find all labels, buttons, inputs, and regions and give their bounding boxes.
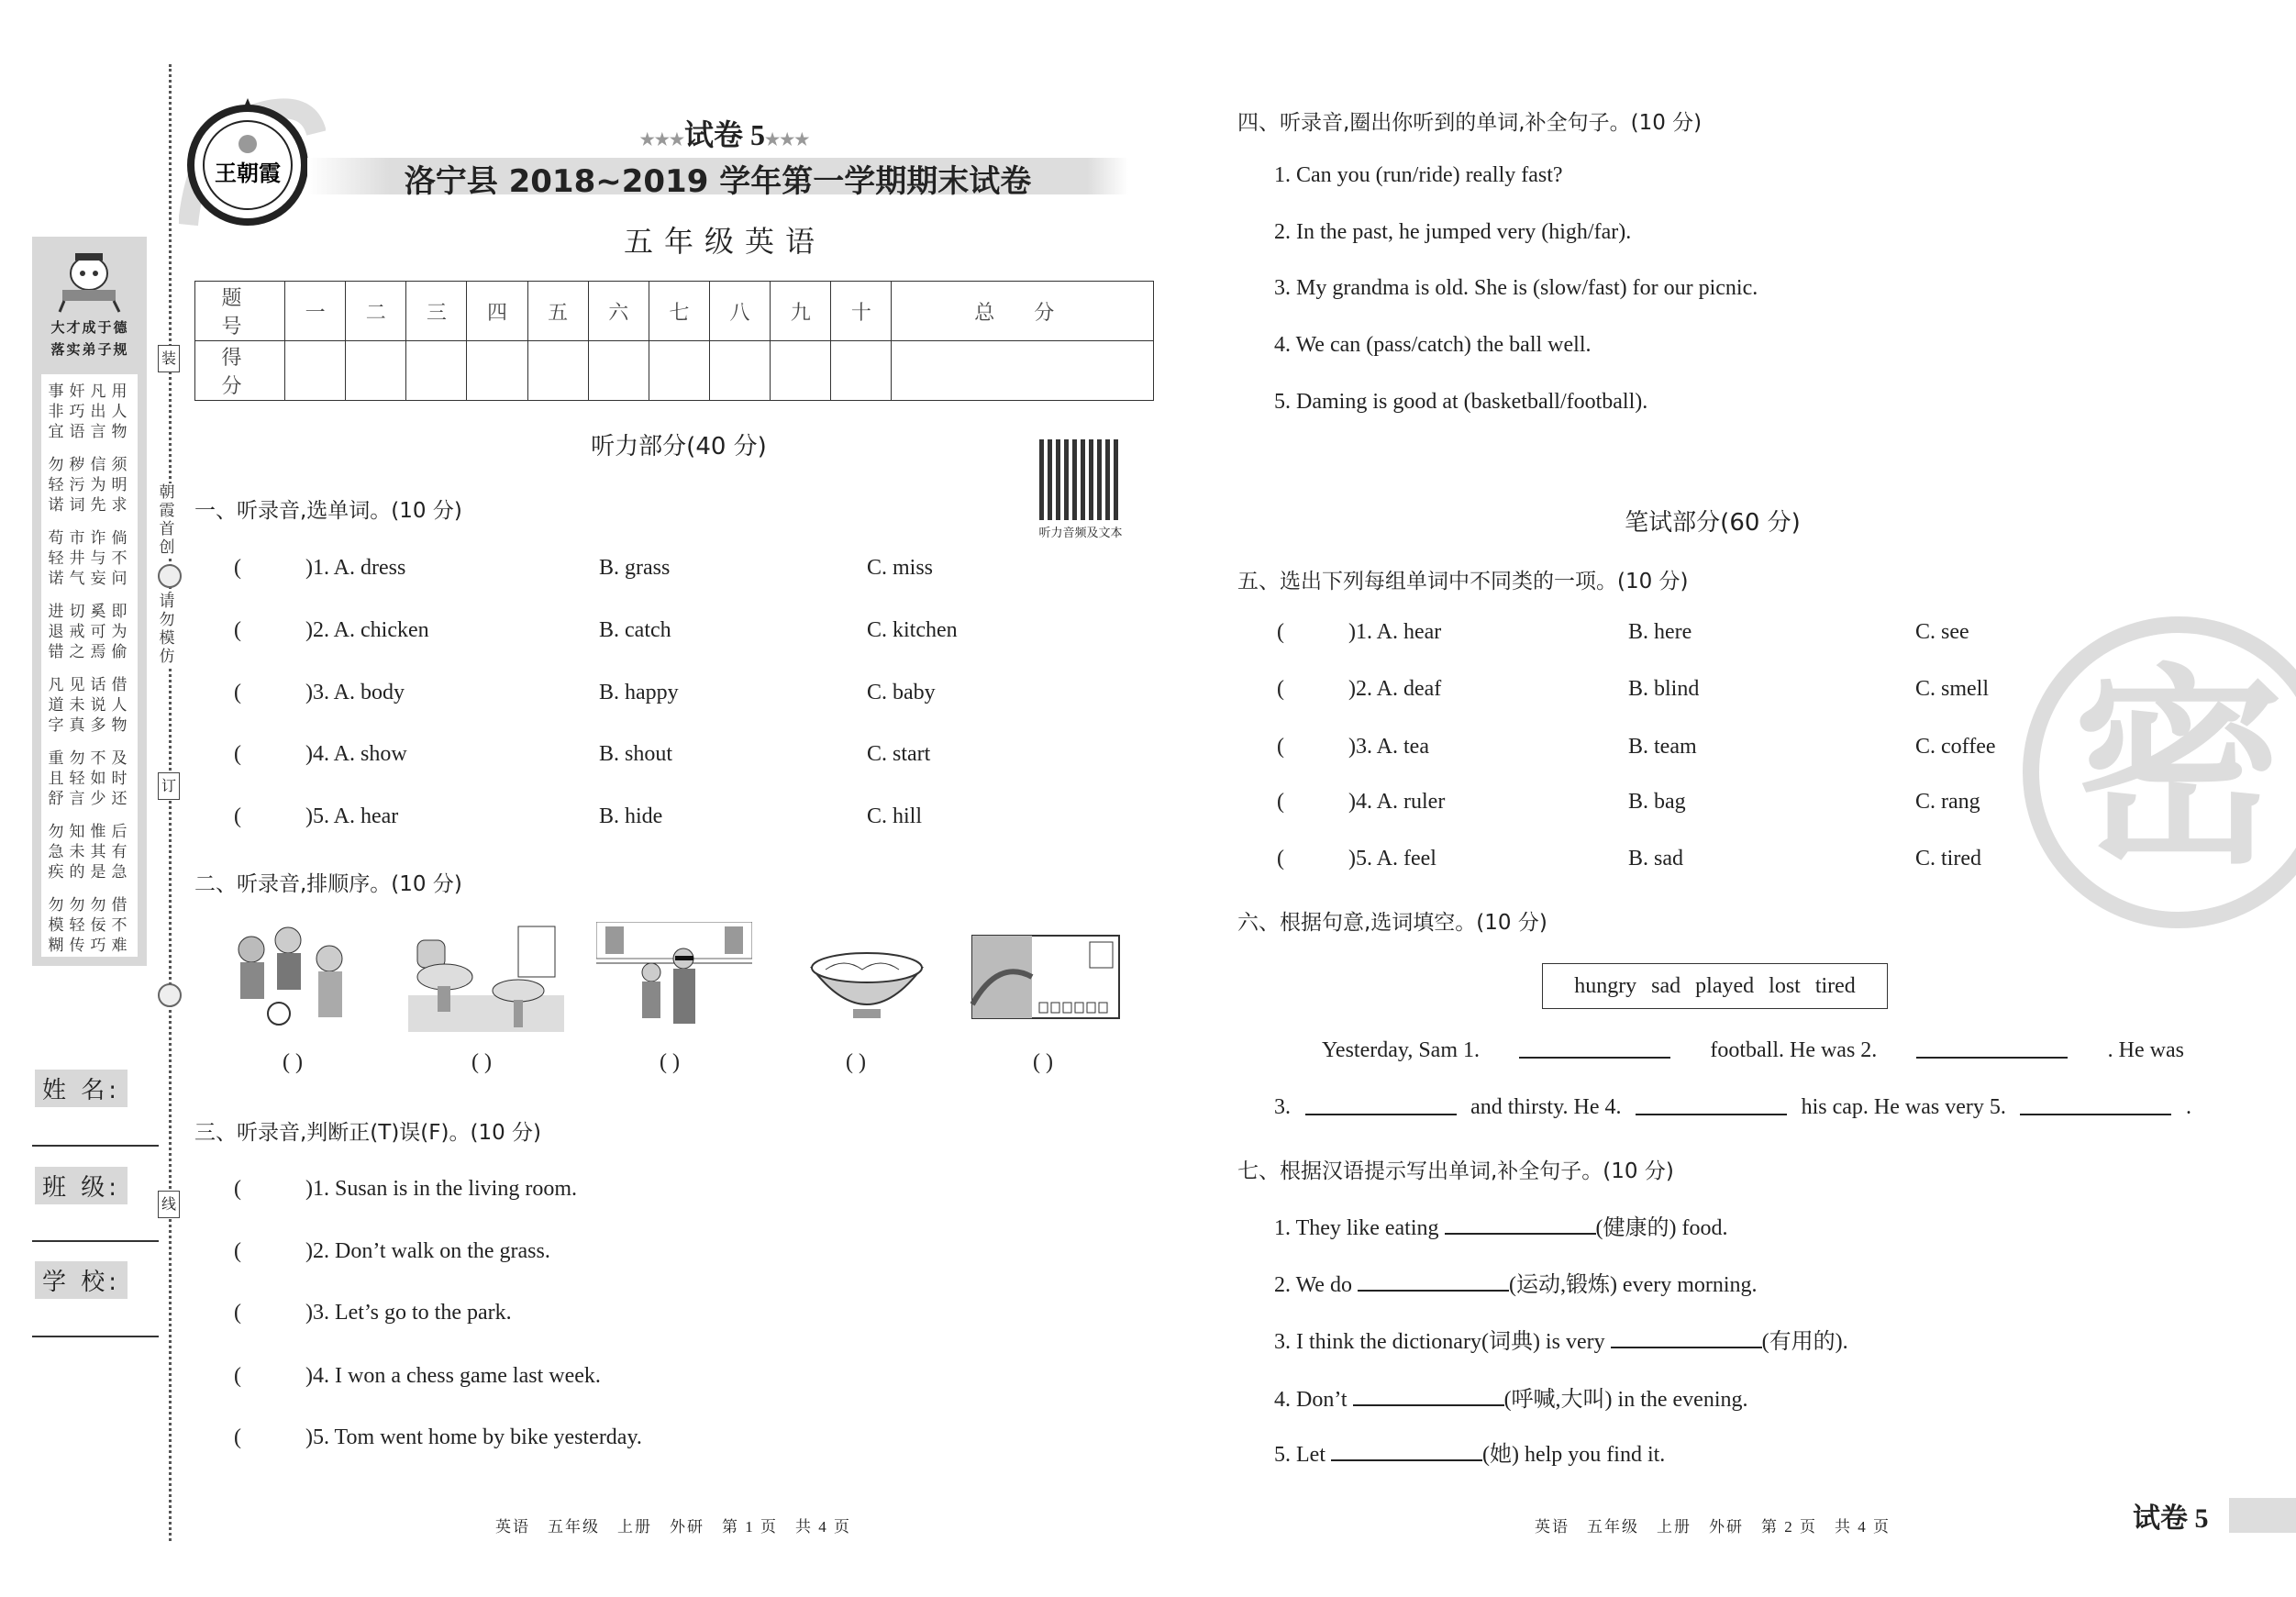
answer-blank-input[interactable] <box>1445 1214 1596 1235</box>
score-header-cell: 五 <box>527 282 588 341</box>
score-header-cell: 一 <box>285 282 346 341</box>
sentence-prefix: 2. We do <box>1274 1273 1352 1297</box>
fill-in-item <box>1274 1323 1848 1355</box>
class-input[interactable] <box>32 1240 159 1242</box>
picture-order-input[interactable]: ( ) <box>846 1050 866 1074</box>
verse-line: 重勿不及 <box>48 749 133 768</box>
fill-in-item <box>1274 1436 1665 1468</box>
cloze-text: 3. <box>1274 1095 1291 1119</box>
sentence-suffix: (运动,锻炼) every morning. <box>1508 1273 1758 1297</box>
verse-line: 轻污为明 <box>48 476 133 494</box>
verse-line: 诺词先求 <box>48 496 133 515</box>
verse-line: 道未说人 <box>48 696 133 715</box>
answer-paren-input[interactable]: ( <box>234 618 241 642</box>
option-b: B. happy <box>599 681 679 704</box>
option-a: )1. A. dress <box>305 556 406 580</box>
score-header-cell: 二 <box>346 282 406 341</box>
verse-line: 勿秽信须 <box>48 456 133 474</box>
verse-line: 错之焉偷 <box>48 643 133 661</box>
option-a: )5. A. feel <box>1348 847 1436 871</box>
score-input-cell[interactable] <box>831 341 892 401</box>
option-a: )2. A. deaf <box>1348 677 1442 701</box>
option-c: C. baby <box>867 681 936 704</box>
option-a: )3. A. body <box>305 681 405 704</box>
option-a: )4. A. show <box>305 742 407 766</box>
answer-blank-input[interactable] <box>1358 1271 1509 1292</box>
section-2-heading: 二、听录音,排顺序。(10 分) <box>194 872 462 896</box>
sentence-suffix: (她) help you find it. <box>1481 1443 1666 1467</box>
sentence-suffix: (健康的) food. <box>1595 1216 1728 1240</box>
statement-text: )2. Don’t walk on the grass. <box>305 1239 550 1263</box>
option-a: )3. A. tea <box>1348 735 1429 759</box>
answer-blank-input[interactable] <box>1331 1441 1482 1461</box>
swirl-ornament-icon <box>158 564 182 588</box>
listening-section-title: 听力部分(40 分) <box>591 433 767 460</box>
option-c: C. tired <box>1915 847 1981 871</box>
margin-text-no-copy: 请勿模仿 <box>159 593 175 666</box>
cloze-text: his cap. He was very 5. <box>1801 1095 2006 1119</box>
answer-paren-input[interactable]: ( <box>234 1177 241 1201</box>
answer-paren-input[interactable]: ( <box>234 556 241 580</box>
verse-line: 模轻佞不 <box>48 916 133 935</box>
score-header-cell: 六 <box>588 282 649 341</box>
picture-order-input[interactable]: ( ) <box>283 1050 303 1074</box>
score-header-cell: 八 <box>709 282 770 341</box>
option-a: )5. A. hear <box>305 804 399 828</box>
score-header-cell: 十 <box>831 282 892 341</box>
score-input-cell[interactable] <box>285 341 346 401</box>
verse-line: 舒言少还 <box>48 790 133 808</box>
verse-line: 勿知惟后 <box>48 823 133 841</box>
score-input-cell[interactable] <box>406 341 467 401</box>
name-input[interactable] <box>32 1145 159 1147</box>
margin-box-zhuang: 装 <box>158 345 180 372</box>
verse-line: 宜语言物 <box>48 423 133 441</box>
verse-line: 糊传巧难 <box>48 937 133 955</box>
sentence-item: 1. Can you (run/ride) really fast? <box>1274 163 1563 187</box>
option-b: B. catch <box>599 618 671 642</box>
picture-crossing-street <box>596 922 752 1032</box>
cloze-text: football. He was 2. <box>1710 1038 1878 1062</box>
option-b: B. grass <box>599 556 671 580</box>
verse-panel <box>41 374 138 957</box>
name-label: 姓 名: <box>35 1070 128 1107</box>
sentence-item: 3. My grandma is old. She is (slow/fast) for our picnic. <box>1274 276 1758 300</box>
scholar-cartoon-icon <box>55 246 124 315</box>
option-a: )2. A. chicken <box>305 618 429 642</box>
picture-order-input[interactable]: ( ) <box>660 1050 680 1074</box>
statement-text: )4. I won a chess game last week. <box>305 1364 601 1388</box>
statement-text: )5. Tom went home by bike yesterday. <box>305 1425 642 1449</box>
option-b: B. hide <box>599 804 663 828</box>
verse-line: 诺气妄问 <box>48 570 133 588</box>
class-label: 班 级: <box>35 1167 128 1204</box>
section-7-heading: 七、根据汉语提示写出单词,补全句子。(10 分) <box>1237 1159 1674 1183</box>
footer-left-page-info: 英语 五年级 上册 外研 第 1 页 共 4 页 <box>495 1518 851 1536</box>
answer-paren-input[interactable]: ( <box>1277 735 1284 759</box>
answer-paren-input[interactable]: ( <box>234 1425 241 1449</box>
score-header-cell: 题 号 <box>195 282 285 341</box>
school-label: 学 校: <box>35 1261 128 1299</box>
answer-paren-input[interactable]: ( <box>234 1364 241 1388</box>
statement-text: )1. Susan is in the living room. <box>305 1177 577 1201</box>
score-input-cell[interactable] <box>709 341 770 401</box>
score-header-cell: 七 <box>649 282 709 341</box>
option-c: C. hill <box>867 804 923 828</box>
cloze-line-1 <box>1322 1038 2184 1063</box>
cloze-text: Yesterday, Sam 1. <box>1322 1038 1480 1062</box>
option-c: C. miss <box>867 556 934 580</box>
score-header-cell: 九 <box>771 282 831 341</box>
answer-paren-input[interactable]: ( <box>234 681 241 704</box>
option-b: B. blind <box>1628 677 1700 701</box>
option-c: C. start <box>867 742 931 766</box>
margin-box-xian: 线 <box>158 1191 180 1218</box>
word-bank-box: hungry sad played lost tired <box>1542 963 1888 1009</box>
verse-line: 字真多物 <box>48 716 133 735</box>
verse-line: 且轻如时 <box>48 770 133 788</box>
option-b: B. team <box>1628 735 1697 759</box>
corner-paper-label: 试卷 5 <box>2133 1503 2209 1534</box>
sentence-prefix: 5. Let <box>1274 1443 1325 1467</box>
picture-order-input[interactable]: ( ) <box>471 1050 492 1074</box>
verse-line: 急未其有 <box>48 843 133 861</box>
option-b: B. bag <box>1628 790 1686 814</box>
motto-line-1: 大才成于德 <box>50 319 129 336</box>
verse-line: 退戒可为 <box>48 623 133 641</box>
sentence-item: 5. Daming is good at (basketball/football). <box>1274 390 1648 414</box>
answer-paren-input[interactable]: ( <box>1277 847 1284 871</box>
answer-paren-input[interactable]: ( <box>234 1239 241 1263</box>
option-c: C. coffee <box>1915 735 1996 759</box>
option-c: C. kitchen <box>867 618 958 642</box>
picture-bathroom <box>408 922 564 1032</box>
verse-line: 疾的是急 <box>48 863 133 882</box>
score-input-cell[interactable] <box>649 341 709 401</box>
score-input-cell[interactable] <box>467 341 527 401</box>
option-b: B. here <box>1628 620 1692 644</box>
answer-blank-input[interactable] <box>1611 1328 1762 1348</box>
blank-3-input[interactable] <box>1305 1095 1457 1115</box>
picture-bowl-of-noodles <box>789 922 945 1032</box>
subject-title: 五年级英语 <box>623 224 826 259</box>
score-header-cell: 三 <box>406 282 467 341</box>
verse-line: 轻井与不 <box>48 549 133 568</box>
binding-dotted-line <box>169 64 172 1541</box>
section-3-heading: 三、听录音,判断正(T)误(F)。(10 分) <box>194 1121 542 1145</box>
fill-in-item <box>1274 1266 1758 1298</box>
option-c: C. rang <box>1915 790 1980 814</box>
margin-text-original: 朝霞首创 <box>159 483 175 557</box>
margin-text-original-wrapper <box>158 483 176 557</box>
sentence-prefix: 1. They like eating <box>1274 1216 1439 1240</box>
section-1-heading: 一、听录音,选单词。(10 分) <box>194 499 462 523</box>
verse-line: 事奸凡用 <box>48 383 133 401</box>
exam-title: 洛宁县 2018~2019 学年第一学期期末试卷 <box>404 163 1032 200</box>
score-table-header-row <box>195 282 1154 341</box>
picture-order-input[interactable]: ( ) <box>1033 1050 1053 1074</box>
publisher-logo-icon <box>179 96 326 234</box>
school-input[interactable] <box>32 1336 159 1337</box>
blank-1-input[interactable] <box>1519 1038 1670 1059</box>
option-a: )4. A. ruler <box>1348 790 1446 814</box>
blank-2-input[interactable] <box>1916 1038 2068 1059</box>
verse-line: 凡见话借 <box>48 676 133 694</box>
cloze-line-2 <box>1274 1095 2191 1120</box>
answer-paren-input[interactable]: ( <box>1277 677 1284 701</box>
cloze-text: . He was <box>2107 1038 2184 1062</box>
score-table <box>194 281 1154 401</box>
confidential-watermark: 密 <box>2023 616 2296 928</box>
score-input-cell[interactable] <box>346 341 406 401</box>
verse-line: 非巧出人 <box>48 403 133 421</box>
option-c: C. smell <box>1915 677 1990 701</box>
score-input-cell[interactable] <box>771 341 831 401</box>
section-5-heading: 五、选出下列每组单词中不同类的一项。(10 分) <box>1237 570 1689 593</box>
footer-right-page-info: 英语 五年级 上册 外研 第 2 页 共 4 页 <box>1535 1518 1891 1536</box>
statement-text: )3. Let’s go to the park. <box>305 1301 512 1325</box>
answer-paren-input[interactable]: ( <box>234 742 241 766</box>
cloze-text: . <box>2185 1095 2191 1119</box>
answer-paren-input[interactable]: ( <box>234 1301 241 1325</box>
dizigui-sidebar <box>32 237 147 966</box>
picture-postcard-great-wall <box>971 922 1126 1032</box>
qr-caption: 听力音频及文本 <box>1038 527 1123 540</box>
paper-number: ★★★试卷 5★★★ <box>639 118 810 151</box>
answer-paren-input[interactable]: ( <box>1277 620 1284 644</box>
corner-band <box>2229 1498 2296 1533</box>
section-4-heading: 四、听录音,圈出你听到的单词,补全句子。(10 分) <box>1237 111 1703 135</box>
sentence-prefix: 4. Don’t <box>1274 1388 1348 1412</box>
blank-4-input[interactable] <box>1636 1095 1787 1115</box>
swirl-ornament-icon <box>158 983 182 1007</box>
score-table-score-row <box>195 341 1154 401</box>
margin-text-no-copy-wrapper <box>158 593 176 666</box>
score-header-cell: 总 分 <box>892 282 1154 341</box>
score-header-cell: 四 <box>467 282 527 341</box>
sentence-item: 4. We can (pass/catch) the ball well. <box>1274 333 1592 357</box>
verse-line: 勿勿勿借 <box>48 896 133 915</box>
sentence-prefix: 3. I think the dictionary(词典) is very <box>1274 1330 1605 1354</box>
writing-section-title: 笔试部分(60 分) <box>1625 509 1801 537</box>
margin-box-ding: 订 <box>158 772 180 800</box>
verse-line: 苟市诈倘 <box>48 529 133 548</box>
score-input-cell[interactable] <box>892 341 1154 401</box>
qr-code-icon[interactable] <box>1039 439 1120 520</box>
verse-line: 进切奚即 <box>48 603 133 621</box>
motto-line-2: 落实弟子规 <box>50 341 129 358</box>
sentence-suffix: (有用的). <box>1761 1330 1848 1354</box>
answer-paren-input[interactable]: ( <box>1277 790 1284 814</box>
cloze-text: and thirsty. He 4. <box>1470 1095 1622 1119</box>
fill-in-item <box>1274 1209 1728 1241</box>
option-b: B. sad <box>1628 847 1683 871</box>
option-c: C. see <box>1915 620 1969 644</box>
sentence-item: 2. In the past, he jumped very (high/far). <box>1274 220 1632 244</box>
score-input-cell[interactable] <box>527 341 588 401</box>
fill-in-item <box>1274 1381 1748 1413</box>
option-a: )1. A. hear <box>1348 620 1442 644</box>
answer-blank-input[interactable] <box>1353 1386 1504 1406</box>
picture-children-playing-football <box>215 922 371 1032</box>
answer-paren-input[interactable]: ( <box>234 804 241 828</box>
blank-5-input[interactable] <box>2020 1095 2171 1115</box>
score-row-label: 得 分 <box>195 341 285 401</box>
sentence-suffix: (呼喊,大叫) in the evening. <box>1503 1388 1748 1412</box>
score-input-cell[interactable] <box>588 341 649 401</box>
svg-text:王朝霞: 王朝霞 <box>215 160 281 186</box>
option-b: B. shout <box>599 742 673 766</box>
section-6-heading: 六、根据句意,选词填空。(10 分) <box>1237 911 1547 935</box>
